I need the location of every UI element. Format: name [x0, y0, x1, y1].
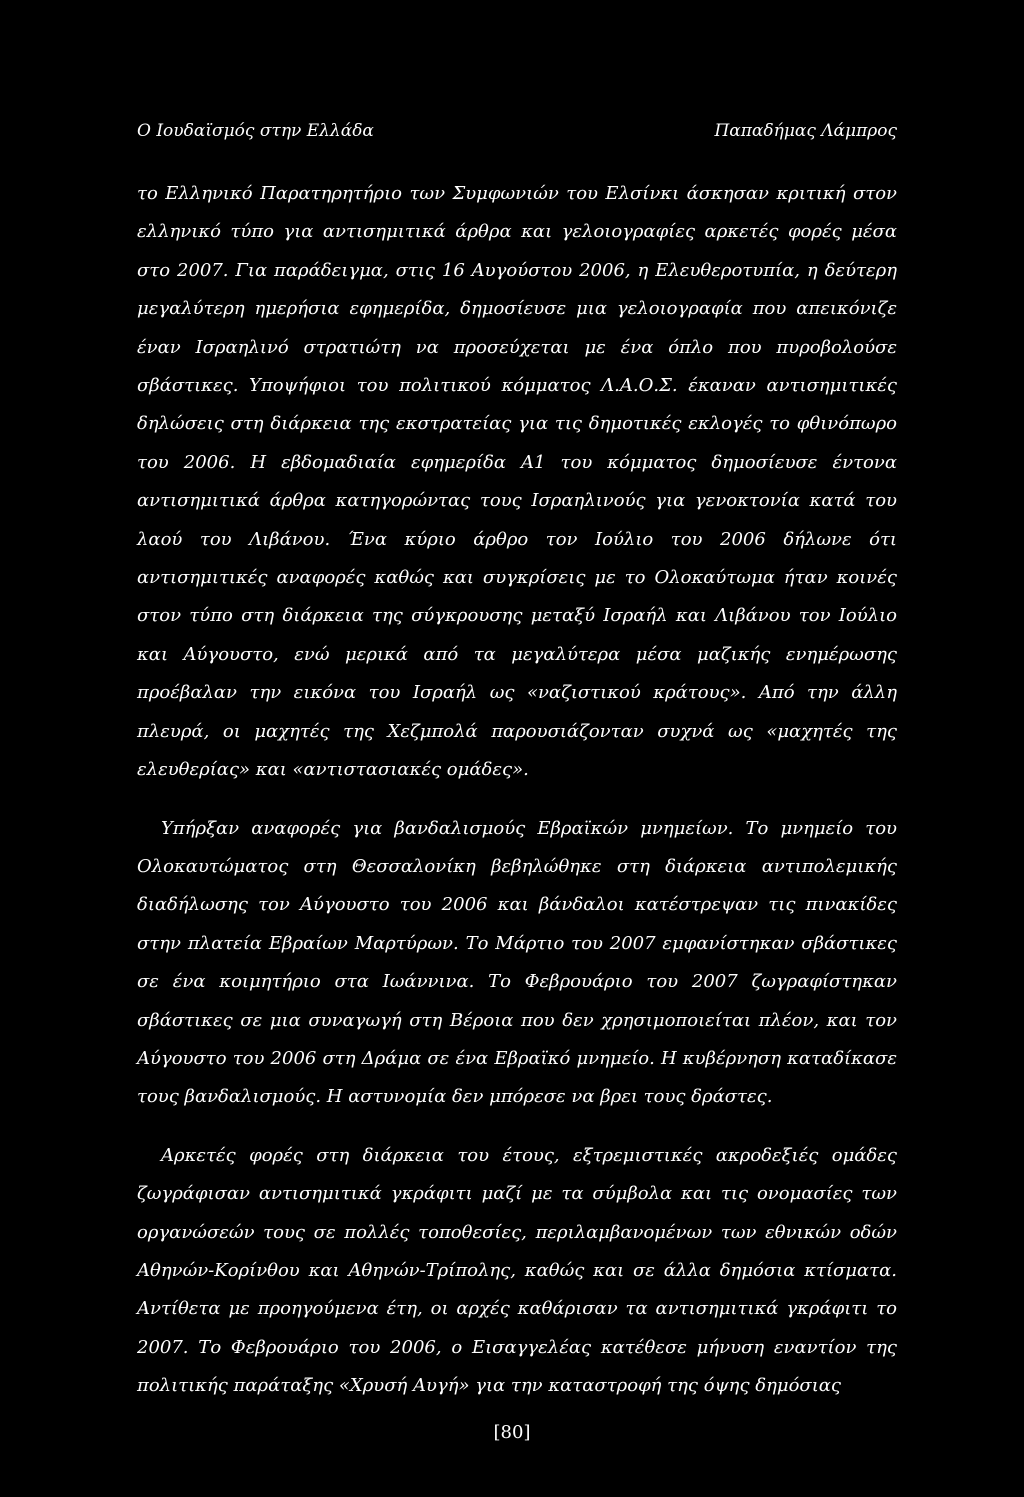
paragraph-vandalism: Υπήρξαν αναφορές για βανδαλισμούς Εβραϊκών μνημείων. Το μνημείο του Ολοκαυτώματος στη Θεσσαλονίκη βεβηλώθηκε στη διάρκεια αντιπολεμικής διαδήλωσης τον Αύγουστο του 2006 και βάνδαλοι κατέστρεψαν τις πινακίδες στην πλατεία Εβραίων Μαρτύρων. Το Μάρτιο του 2007 εμφανίστηκαν σβάστικες σε ένα κοιμητήριο στα Ιωάννινα. Το Φεβρουάριο του 2007 ζωγραφίστηκαν σβάστικες σε μια συναγωγή στη Βέροια που δεν χρησιμοποιείται πλέον, και τον Αύγουστο του 2006 στη Δράμα σε ένα Εβραϊκό μνημείο. Η κυβέρνηση καταδίκασε τους βανδαλισμούς. Η αστυνομία δεν μπόρεσε να βρει τους δράστες. — [137, 817, 897, 1108]
body-text — [137, 175, 897, 1406]
header-author: Παπαδήμας Λάμπρος — [714, 121, 897, 141]
running-header — [137, 118, 897, 144]
page-number: [80] — [493, 1422, 531, 1443]
paragraph-graffiti: Αρκετές φορές στη διάρκεια του έτους, εξτρεμιστικές ακροδεξιές ομάδες ζωγράφισαν αντισημιτικά γκράφιτι μαζί με τα σύμβολα και τις ονομασίες των οργανώσεών τους σε πολλές τοποθεσίες, περιλαμβανομένων των εθνικών οδών Αθηνών-Κορίνθου και Αθηνών-Τρίπολης, καθώς και σε άλλα δημόσια κτίσματα. Αντίθετα με προηγούμενα έτη, οι αρχές καθάρισαν τα αντισημιτικά γκράφιτι το 2007. Το Φεβρουάριο του 2006, ο Εισαγγελέας κατέθεσε μήνυση εναντίον της πολιτικής παράταξης «Χρυσή Αυγή» για την καταστροφή της όψης δημόσιας — [137, 1144, 897, 1397]
paragraph-press-criticism: το Ελληνικό Παρατηρητήριο των Συμφωνιών του Ελσίνκι άσκησαν κριτική στον ελληνικό τύπο για αντισημιτικά άρθρα και γελοιογραφίες αρκετές φορές μέσα στο 2007. Για παράδειγμα, στις 16 Αυγούστου 2006, η Ελευθεροτυπία, η δεύτερη μεγαλύτερη ημερήσια εφημερίδα, δημοσίευσε μια γελοιογραφία που απεικόνιζε έναν Ισραηλινό στρατιώτη να προσεύχεται με ένα όπλο που πυροβολούσε σβάστικες. Υποψήφιοι του πολιτικού κόμματος Λ.Α.Ο.Σ. έκαναν αντισημιτικές δηλώσεις στη διάρκεια της εκστρατείας για τις δημοτικές εκλογές το φθινόπωρο του 2006. Η εβδομαδιαία εφημερίδα Α1 του κόμματος δημοσίευσε έντονα αντισημιτικά άρθρα κατηγορώντας τους Ισραηλινούς για γενοκτονία κατά του λαού του Λιβάνου. Ένα κύριο άρθρο τον Ιούλιο του 2006 δήλωνε ότι αντισημιτικές αναφορές καθώς και συγκρίσεις με το Ολοκαύτωμα ήταν κοινές στον τύπο στη διάρκεια της σύγκρουσης μεταξύ Ισραήλ και Λιβάνου τον Ιούλιο και Αύγουστο, ενώ μερικά από τα μεγαλύτερα μέσα μαζικής ενημέρωσης προέβαλαν την εικόνα του Ισραήλ ως «ναζιστικού κράτους». Από την άλλη πλευρά, οι μαχητές της Χεζμπολά παρουσιάζονταν συχνά ως «μαχητές της ελευθερίας» και «αντιστασιακές ομάδες». — [137, 183, 897, 781]
header-title: Ο Ιουδαϊσμός στην Ελλάδα — [137, 121, 374, 141]
